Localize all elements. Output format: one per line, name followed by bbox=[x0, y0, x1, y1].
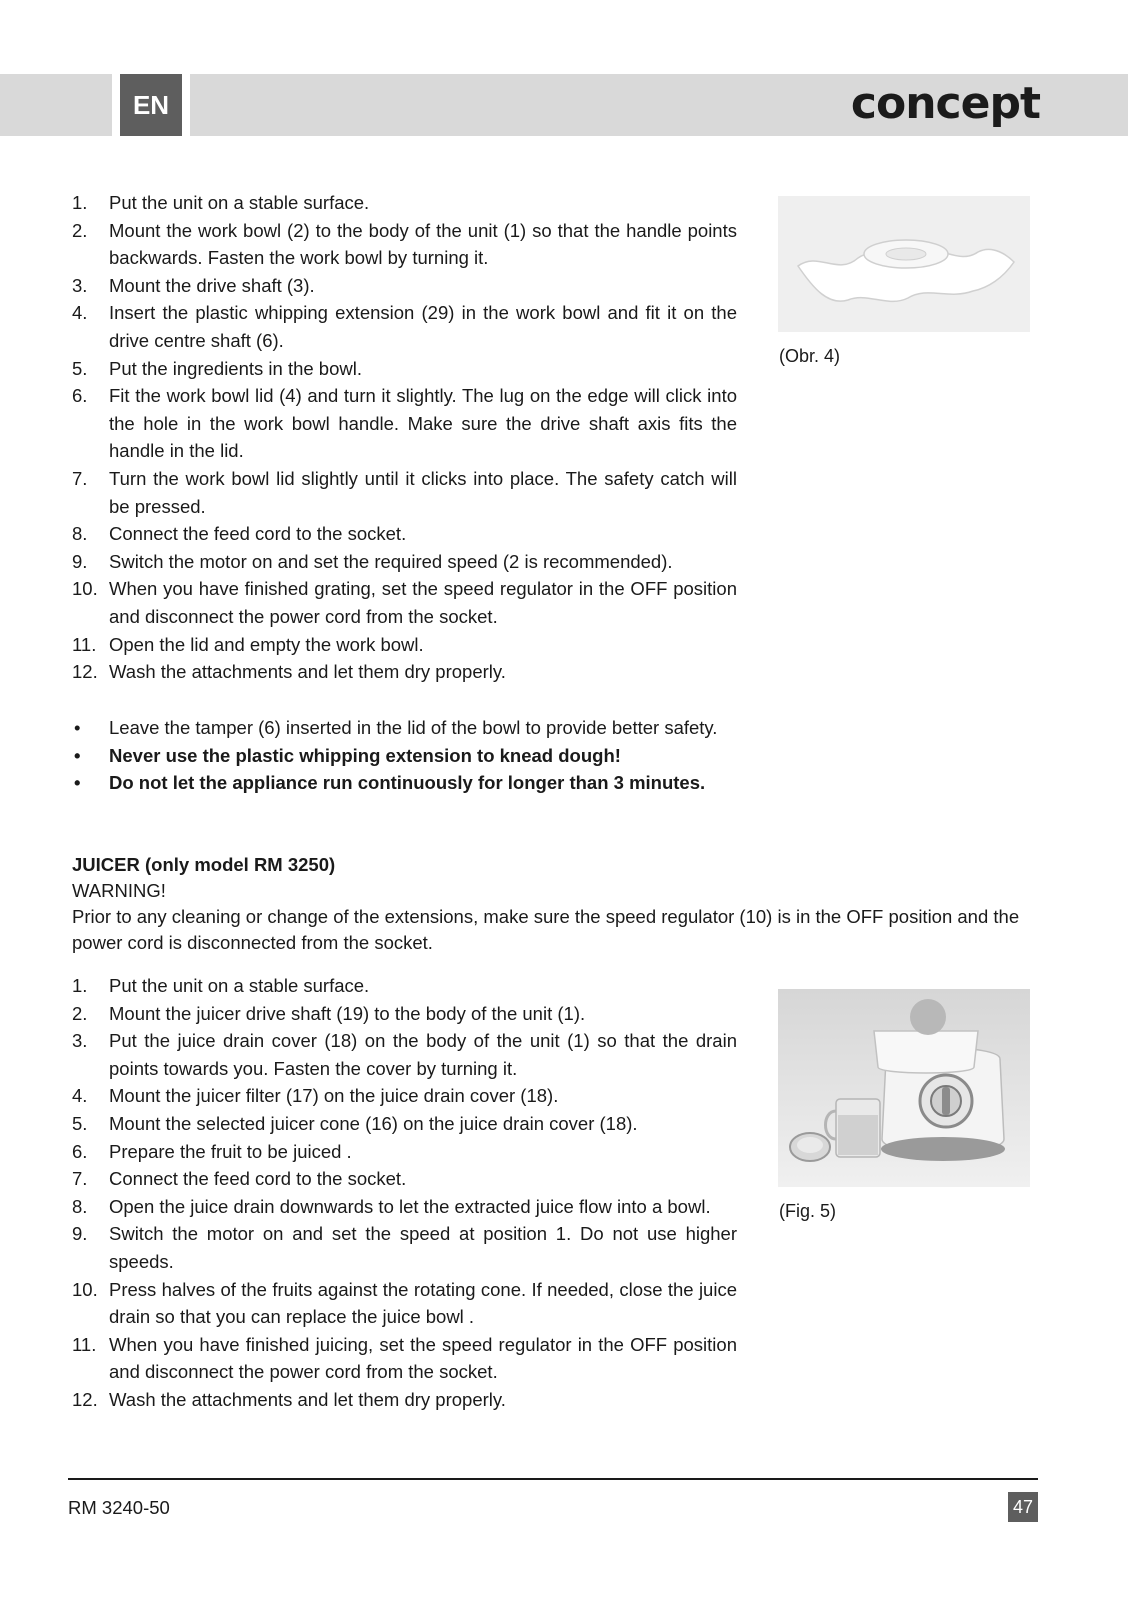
page-number: 47 bbox=[1008, 1492, 1038, 1522]
section-title: JUICER (only model RM 3250) bbox=[72, 854, 336, 875]
header-bar-left bbox=[0, 74, 112, 136]
brand-logo: concept bbox=[850, 78, 1040, 129]
juicer-illustration bbox=[778, 989, 1030, 1187]
step-item: 9. Switch the motor on and set the required speed (2 is recommended). bbox=[72, 550, 673, 572]
step-item: 3. Put the juice drain cover (18) on the body of the unit (1) so that the drain points towards you. Fasten the cover by turning it. bbox=[72, 1030, 737, 1079]
step-item: 11. When you have finished juicing, set the speed regulator in the OFF position and disconnect the power cord from the socket. bbox=[72, 1333, 737, 1383]
whipping-extension-figure bbox=[778, 196, 1030, 332]
step-item: 7. Connect the feed cord to the socket. bbox=[72, 1168, 407, 1190]
step-item: 8. Open the juice drain downwards to let the extracted juice flow into a bowl. bbox=[72, 1195, 711, 1217]
footer-divider bbox=[68, 1478, 1038, 1480]
note-item-bold: • Never use the plastic whipping extension to knead dough! bbox=[74, 744, 621, 766]
whipping-extension-illustration bbox=[778, 196, 1030, 332]
step-item: 11. Open the lid and empty the work bowl. bbox=[72, 633, 424, 655]
step-item: 1. Put the unit on a stable surface. bbox=[72, 192, 370, 213]
step-item: 6. Prepare the fruit to be juiced . bbox=[72, 1140, 352, 1162]
note-item: • Leave the tamper (6) inserted in the lid of the bowl to provide better safety. bbox=[74, 717, 718, 738]
safety-notes bbox=[72, 714, 737, 797]
step-item: 8. Connect the feed cord to the socket. bbox=[72, 523, 407, 545]
warning-label: WARNING! bbox=[72, 880, 166, 901]
step-item: 6. Fit the work bowl lid (4) and turn it slightly. The lug on the edge will click into the hole in the work bowl handle. Make sure the drive shaft axis fits the handle in the lid. bbox=[72, 385, 737, 462]
footer-model: RM 3240-50 bbox=[68, 1497, 170, 1518]
step-item: 3. Mount the drive shaft (3). bbox=[72, 274, 315, 296]
step-item: 7. Turn the work bowl lid slightly until it clicks into place. The safety catch will be pressed. bbox=[72, 467, 737, 517]
step-item: 5. Mount the selected juicer cone (16) on the juice drain cover (18). bbox=[72, 1112, 638, 1134]
juicer-figure bbox=[778, 989, 1030, 1187]
step-item: 9. Switch the motor on and set the speed at position 1. Do not use higher speeds. bbox=[72, 1223, 737, 1272]
warning-paragraph: Prior to any cleaning or change of the extensions, make sure the speed regulator (10) is in the OFF position and the power cord is disconnected from the socket. bbox=[72, 906, 1020, 953]
step-item: 10. Press halves of the fruits against the rotating cone. If needed, close the juice drain so that you can replace the juice bowl . bbox=[72, 1278, 737, 1328]
step-item: 10. When you have finished grating, set the speed regulator in the OFF position and disconnect the power cord from the socket. bbox=[72, 578, 737, 627]
step-item: 1. Put the unit on a stable surface. bbox=[72, 975, 370, 996]
note-item-bold: • Do not let the appliance run continuously for longer than 3 minutes. bbox=[74, 772, 706, 794]
step-item: 5. Put the ingredients in the bowl. bbox=[72, 357, 362, 379]
section2-steps bbox=[72, 972, 737, 1414]
figure-caption: (Fig. 5) bbox=[779, 1201, 837, 1221]
section1-steps bbox=[72, 189, 737, 686]
step-item: 12. Wash the attachments and let them dry properly. bbox=[72, 1388, 506, 1410]
step-item: 4. Insert the plastic whipping extension (29) in the work bowl and fit it on the drive centre shaft (6). bbox=[72, 302, 737, 351]
step-item: 2. Mount the juicer drive shaft (19) to the body of the unit (1). bbox=[72, 1002, 586, 1024]
language-badge: EN bbox=[120, 74, 182, 136]
figure-caption: (Obr. 4) bbox=[779, 346, 841, 366]
step-item: 2. Mount the work bowl (2) to the body of the unit (1) so that the handle points backwards. Fasten the work bowl by turning it. bbox=[72, 219, 737, 269]
step-item: 12. Wash the attachments and let them dry properly. bbox=[72, 661, 506, 683]
step-item: 4. Mount the juicer filter (17) on the juice drain cover (18). bbox=[72, 1085, 559, 1107]
